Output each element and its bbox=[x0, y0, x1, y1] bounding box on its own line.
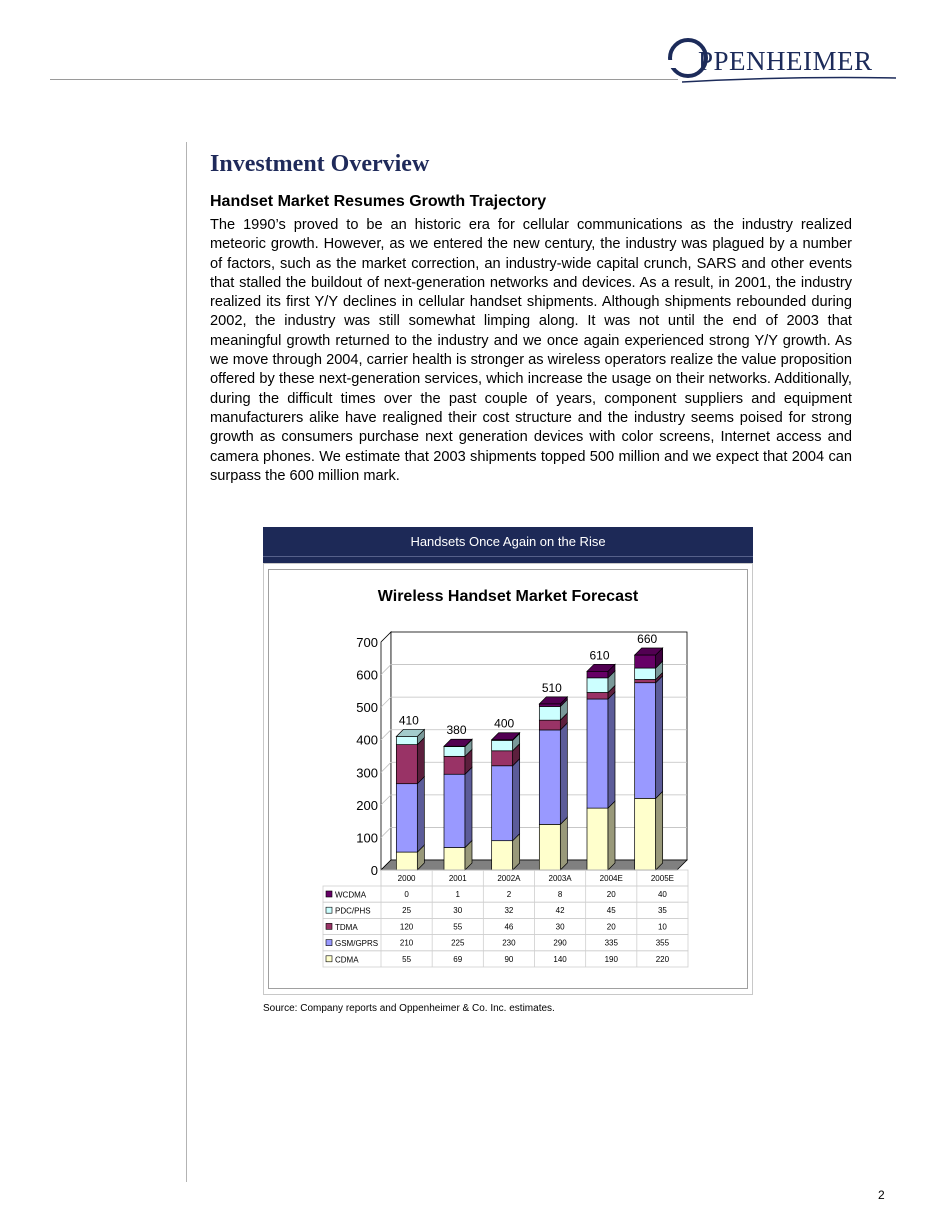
chart-title: Wireless Handset Market Forecast bbox=[377, 588, 639, 605]
y-tick-label: 300 bbox=[356, 765, 378, 781]
table-cell: 140 bbox=[553, 954, 567, 964]
table-cell: 20 bbox=[606, 890, 616, 899]
table-cell: 40 bbox=[657, 890, 667, 899]
bar-segment-pdcphs-2000 bbox=[396, 736, 417, 744]
table-cell: 42 bbox=[555, 906, 565, 916]
bar-segment-tdma-2001 bbox=[444, 756, 465, 774]
bar-segment-gsmgprs-2004E bbox=[587, 699, 608, 808]
header-rule bbox=[50, 79, 678, 80]
table-cell: 225 bbox=[451, 938, 465, 948]
bar-side bbox=[608, 801, 615, 870]
bar-segment-tdma-2003A bbox=[539, 720, 560, 730]
y-tick-label: 600 bbox=[356, 667, 378, 683]
table-cell: 290 bbox=[553, 938, 567, 948]
bar-segment-pdcphs-2004E bbox=[587, 678, 608, 693]
table-cell: 210 bbox=[399, 938, 414, 948]
table-header-2005E: 2005E bbox=[650, 874, 674, 883]
table-cell: 355 bbox=[655, 938, 670, 948]
table-cell: 2 bbox=[506, 890, 512, 899]
table-cell: 32 bbox=[504, 906, 514, 916]
table-header-2002A: 2002A bbox=[497, 874, 521, 883]
table-cell: 35 bbox=[657, 906, 667, 916]
table-cell: 46 bbox=[504, 922, 514, 932]
bar-segment-cdma-2002A bbox=[492, 841, 513, 870]
body-paragraph: The 1990’s proved to be an historic era for cellular communications as the industry realized meteoric growth. However, as we entered the new century, the industry was plagued by a number of factors, such as the market correction, an industry-wide capital crunch, SARS and other events that stalled the buildout of next-generation networks and devices. As a result, in 2001, the industry realized its first Y/Y declines in cellular handset shipments. Although shipments rebounded during 2002, the industry was still somewhat limping along. It was not until the end of 2003 that meaningful growth returned to the industry and we once again experienced strong Y/Y growth. As we move through 2004, carrier health is stronger as wireless operators realize the value proposition offered by these next-generation services, which increase the usage on their networks. Additionally, during the difficult times over the past couple of years, component suppliers and equipment manufacturers alike have realigned their cost structure and the industry seems poised for strong growth as consumers purchase next generation devices with color screens, Internet access and camera phones. We estimate that 2003 shipments topped 500 million and we expect that 2004 can surpass the 600 million mark. bbox=[210, 217, 852, 484]
table-cell: 30 bbox=[555, 922, 565, 932]
bar-segment-pdcphs-2005E bbox=[635, 668, 656, 679]
table-cell: 230 bbox=[502, 938, 516, 948]
bar-side bbox=[656, 791, 663, 870]
article bbox=[210, 148, 852, 486]
bar-segment-tdma-2002A bbox=[492, 751, 513, 766]
bar-segment-tdma-2005E bbox=[635, 679, 656, 682]
bar-side bbox=[560, 723, 567, 824]
bar-segment-wcdma-2003A bbox=[539, 704, 560, 707]
bar-total-label: 510 bbox=[541, 680, 562, 695]
bar-side bbox=[513, 759, 520, 841]
bar-total-label: 400 bbox=[494, 716, 515, 731]
table-cell: 220 bbox=[655, 954, 670, 964]
bar-segment-cdma-2003A bbox=[539, 824, 560, 870]
legend-swatch-cdma bbox=[326, 956, 332, 962]
bar-side bbox=[417, 738, 424, 784]
source-note: Source: Company reports and Oppenheimer & Co. Inc. estimates. bbox=[263, 1003, 555, 1014]
logo-swoosh bbox=[682, 76, 896, 84]
stacked-bar-chart bbox=[269, 570, 747, 988]
table-cell: 90 bbox=[504, 954, 514, 964]
bar-total-label: 410 bbox=[398, 713, 419, 728]
table-row-label: TDMA bbox=[335, 922, 358, 932]
legend-swatch-pdcphs bbox=[326, 907, 332, 913]
table-header-2003A: 2003A bbox=[548, 874, 572, 883]
bar-segment-gsmgprs-2000 bbox=[396, 784, 417, 852]
y-tick-label: 500 bbox=[356, 700, 378, 716]
table-header-2000: 2000 bbox=[397, 874, 416, 883]
table-header-2001: 2001 bbox=[448, 874, 467, 883]
chart-container bbox=[268, 569, 748, 989]
table-cell: 8 bbox=[557, 890, 563, 899]
bar-side bbox=[417, 777, 424, 852]
bar-segment-cdma-2001 bbox=[444, 848, 465, 870]
legend-swatch-wcdma bbox=[326, 891, 332, 897]
bar-side bbox=[560, 817, 567, 870]
table-cell: 120 bbox=[399, 922, 414, 932]
bar-segment-cdma-2005E bbox=[635, 798, 656, 870]
table-row-label: CDMA bbox=[335, 955, 359, 965]
bar-side bbox=[608, 692, 615, 808]
logo-text: PPENHEIMER bbox=[698, 46, 873, 76]
table-cell: 20 bbox=[606, 922, 616, 932]
table-cell: 0 bbox=[404, 890, 409, 899]
y-tick-label: 700 bbox=[356, 635, 378, 650]
bar-segment-gsmgprs-2003A bbox=[539, 730, 560, 824]
table-cell: 30 bbox=[453, 906, 463, 916]
bar-segment-wcdma-2005E bbox=[635, 655, 656, 668]
table-row-label: WCDMA bbox=[335, 890, 367, 900]
table-cell: 45 bbox=[606, 906, 616, 916]
bar-side bbox=[656, 676, 663, 799]
table-cell: 190 bbox=[604, 954, 618, 964]
bar-side bbox=[465, 767, 472, 847]
table-header-2004E: 2004E bbox=[599, 874, 623, 883]
y-tick-label: 100 bbox=[356, 830, 378, 846]
table-cell: 69 bbox=[453, 954, 463, 964]
table-cell: 10 bbox=[657, 922, 667, 932]
bar-segment-tdma-2000 bbox=[396, 745, 417, 784]
y-tick-label: 400 bbox=[356, 732, 378, 748]
figure-banner: Handsets Once Again on the Rise bbox=[263, 527, 753, 563]
oppenheimer-logo bbox=[668, 38, 904, 86]
bar-segment-cdma-2000 bbox=[396, 852, 417, 870]
table-row bbox=[323, 886, 688, 902]
legend-swatch-gsmgprs bbox=[326, 940, 332, 946]
bar-segment-pdcphs-2003A bbox=[539, 706, 560, 720]
table-cell: 25 bbox=[402, 906, 412, 916]
legend-swatch-tdma bbox=[326, 923, 332, 929]
bar-total-label: 660 bbox=[637, 632, 658, 647]
table-row-label: GSM/GPRS bbox=[335, 939, 379, 949]
table-cell: 55 bbox=[453, 922, 463, 932]
table-cell: 335 bbox=[604, 938, 618, 948]
y-tick-label: 200 bbox=[356, 797, 378, 813]
y-tick-label: 0 bbox=[370, 863, 378, 878]
chart-side-wall bbox=[381, 632, 391, 870]
bar-segment-cdma-2004E bbox=[587, 808, 608, 870]
table-cell: 1 bbox=[455, 890, 460, 899]
bar-segment-gsmgprs-2001 bbox=[444, 774, 465, 847]
table-row-label: PDC/PHS bbox=[335, 906, 371, 916]
bar-total-label: 380 bbox=[446, 723, 467, 738]
bar-segment-tdma-2004E bbox=[587, 692, 608, 699]
bar-segment-gsmgprs-2005E bbox=[635, 683, 656, 799]
bar-segment-pdcphs-2002A bbox=[492, 740, 513, 750]
table-cell: 55 bbox=[402, 954, 412, 964]
margin-rule bbox=[186, 142, 187, 1182]
bar-segment-wcdma-2004E bbox=[587, 671, 608, 678]
page-number: 2 bbox=[878, 1188, 885, 1202]
bar-segment-gsmgprs-2002A bbox=[492, 766, 513, 841]
page-title: Investment Overview bbox=[210, 151, 430, 177]
bar-segment-pdcphs-2001 bbox=[444, 747, 465, 757]
bar-total-label: 610 bbox=[589, 648, 610, 663]
section-heading: Handset Market Resumes Growth Trajectory bbox=[210, 193, 547, 210]
